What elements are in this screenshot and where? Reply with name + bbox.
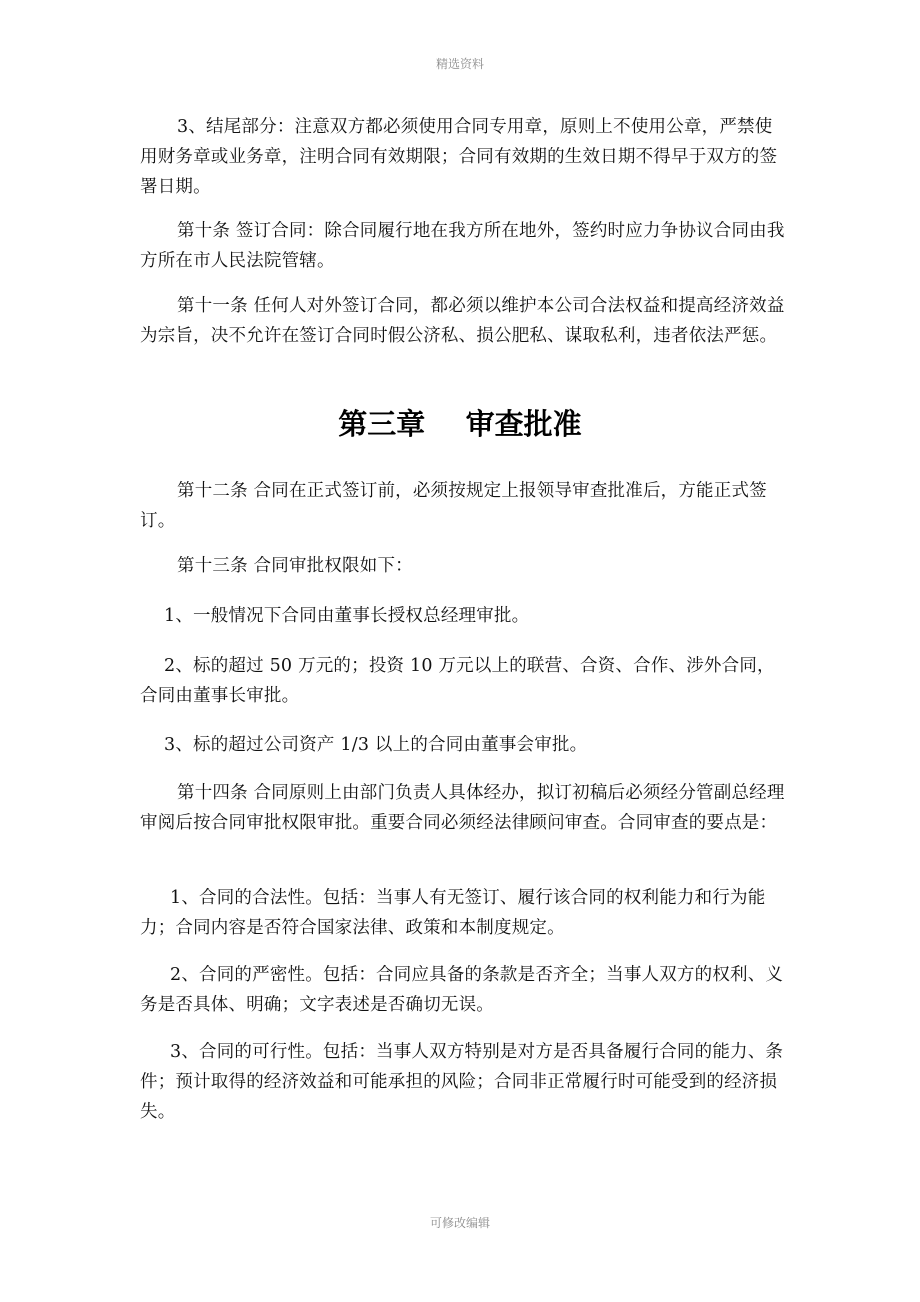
list-item-review-legality: 1、合同的合法性。包括：当事人有无签订、履行该合同的权利能力和行为能力；合同内容是否符合国家法律、政策和本制度规定。 bbox=[140, 888, 766, 938]
list-item-approval-3: 3、标的超过公司资产 1/3 以上的合同由董事会审批。 bbox=[164, 735, 588, 755]
page-header: 精选资料 bbox=[435, 57, 484, 71]
paragraph-article-12: 第十二条 合同在正式签订前，必须按规定上报领导审查批准后，方能正式签订。 bbox=[140, 481, 767, 531]
paragraph-closing-section: 3、结尾部分：注意双方都必须使用合同专用章，原则上不使用公章，严禁使用财务章或业务章，注明合同有效期限；合同有效期的生效日期不得早于双方的签署日期。 bbox=[140, 117, 778, 197]
list-item-approval-1: 1、一般情况下合同由董事长授权总经理审批。 bbox=[164, 606, 530, 626]
chapter-title: 第三章 审查批准 bbox=[338, 407, 582, 441]
list-item-review-rigor: 2、合同的严密性。包括：合同应具备的条款是否齐全；当事人双方的权利、义务是否具体、明确；文字表述是否确切无误。 bbox=[140, 965, 784, 1015]
paragraph-article-14: 第十四条 合同原则上由部门负责人具体经办，拟订初稿后必须经分管副总经理审阅后按合同审批权限审批。重要合同必须经法律顾问审查。合同审查的要点是： bbox=[140, 783, 785, 833]
paragraph-article-13: 第十三条 合同审批权限如下： bbox=[177, 556, 413, 576]
list-item-review-feasibility: 3、合同的可行性。包括：当事人双方特别是对方是否具备履行合同的能力、条件；预计取得的经济效益和可能承担的风险；合同非正常履行时可能受到的经济损失。 bbox=[140, 1042, 784, 1122]
paragraph-article-10: 第十条 签订合同：除合同履行地在我方所在地外，签约时应力争协议合同由我方所在市人民法院管辖。 bbox=[140, 221, 785, 271]
paragraph-article-11: 第十一条 任何人对外签订合同，都必须以维护本公司合法权益和提高经济效益为宗旨，决不允许在签订合同时假公济私、损公肥私、谋取私利，违者依法严惩。 bbox=[140, 296, 785, 346]
list-item-approval-2: 2、标的超过 50 万元的；投资 10 万元以上的联营、合资、合作、涉外合同，合同由董事长审批。 bbox=[140, 656, 775, 706]
page-footer: 可修改编辑 bbox=[429, 1216, 490, 1230]
